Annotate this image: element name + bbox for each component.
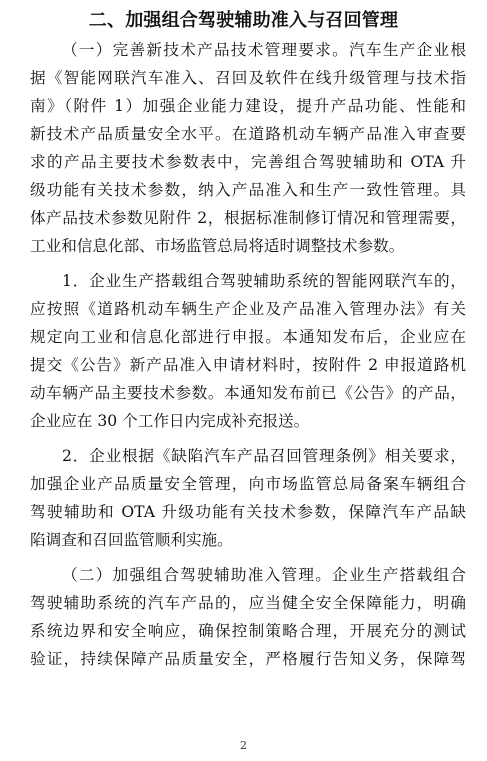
text-line: 动车辆产品主要技术参数。本通知发布前已《公告》的产品， (30, 384, 466, 402)
text-line: 1．企业生产搭载组合驾驶辅助系统的智能网联汽车的， (62, 272, 466, 290)
page-number: 2 (240, 739, 247, 752)
section-heading: 二、加强组合驾驶辅助准入与召回管理 (88, 10, 399, 31)
text-line: 系统边界和安全响应，确保控制策略合理，开展充分的测试 (30, 622, 466, 640)
text-line: （二）加强组合驾驶辅助准入管理。企业生产搭载组合 (62, 566, 466, 584)
text-line: 工业和信息化部、市场监管总局将适时调整技术参数。 (30, 237, 405, 255)
text-line: （一）完善新技术产品技术管理要求。汽车生产企业根 (62, 41, 466, 59)
text-line: 南》（附件 1）加强企业能力建设，提升产品功能、性能和 (30, 97, 466, 115)
text-line: 新技术产品质量安全水平。在道路机动车辆产品准入审查要 (30, 125, 466, 143)
paragraph-technical-requirements (30, 36, 466, 260)
text-line: 应按照《道路机动车辆生产企业及产品准入管理办法》有关 (30, 300, 466, 318)
text-line: 企业应在 30 个工作日内完成补充报送。 (30, 412, 310, 430)
paragraph-access-management (30, 561, 466, 673)
paragraph-item-2 (30, 442, 466, 554)
text-line: 2．企业根据《缺陷汽车产品召回管理条例》相关要求， (62, 447, 466, 465)
text-line: 提交《公告》新产品准入申请材料时，按附件 2 申报道路机 (30, 356, 466, 374)
text-line: 陷调查和召回监管顺利实施。 (30, 531, 233, 549)
text-line: 加强企业产品质量安全管理，向市场监管总局备案车辆组合 (30, 475, 466, 493)
text-line: 体产品技术参数见附件 2，根据标准制修订情况和管理需要， (30, 209, 466, 227)
text-line: 求的产品主要技术参数表中，完善组合驾驶辅助和 OTA 升 (30, 153, 466, 171)
text-line: 级功能有关技术参数，纳入产品准入和生产一致性管理。具 (30, 181, 466, 199)
paragraph-item-1 (30, 267, 466, 435)
text-line: 规定向工业和信息化部进行申报。本通知发布后，企业应在 (30, 328, 466, 346)
text-line: 验证，持续保障产品质量安全，严格履行告知义务，保障驾 (30, 650, 466, 668)
body-text (30, 36, 466, 673)
text-line: 据《智能网联汽车准入、召回及软件在线升级管理与技术指 (30, 69, 466, 87)
text-line: 驾驶辅助和 OTA 升级功能有关技术参数，保障汽车产品缺 (30, 503, 466, 521)
text-line: 驾驶辅助系统的汽车产品的，应当健全安全保障能力，明确 (30, 594, 466, 612)
